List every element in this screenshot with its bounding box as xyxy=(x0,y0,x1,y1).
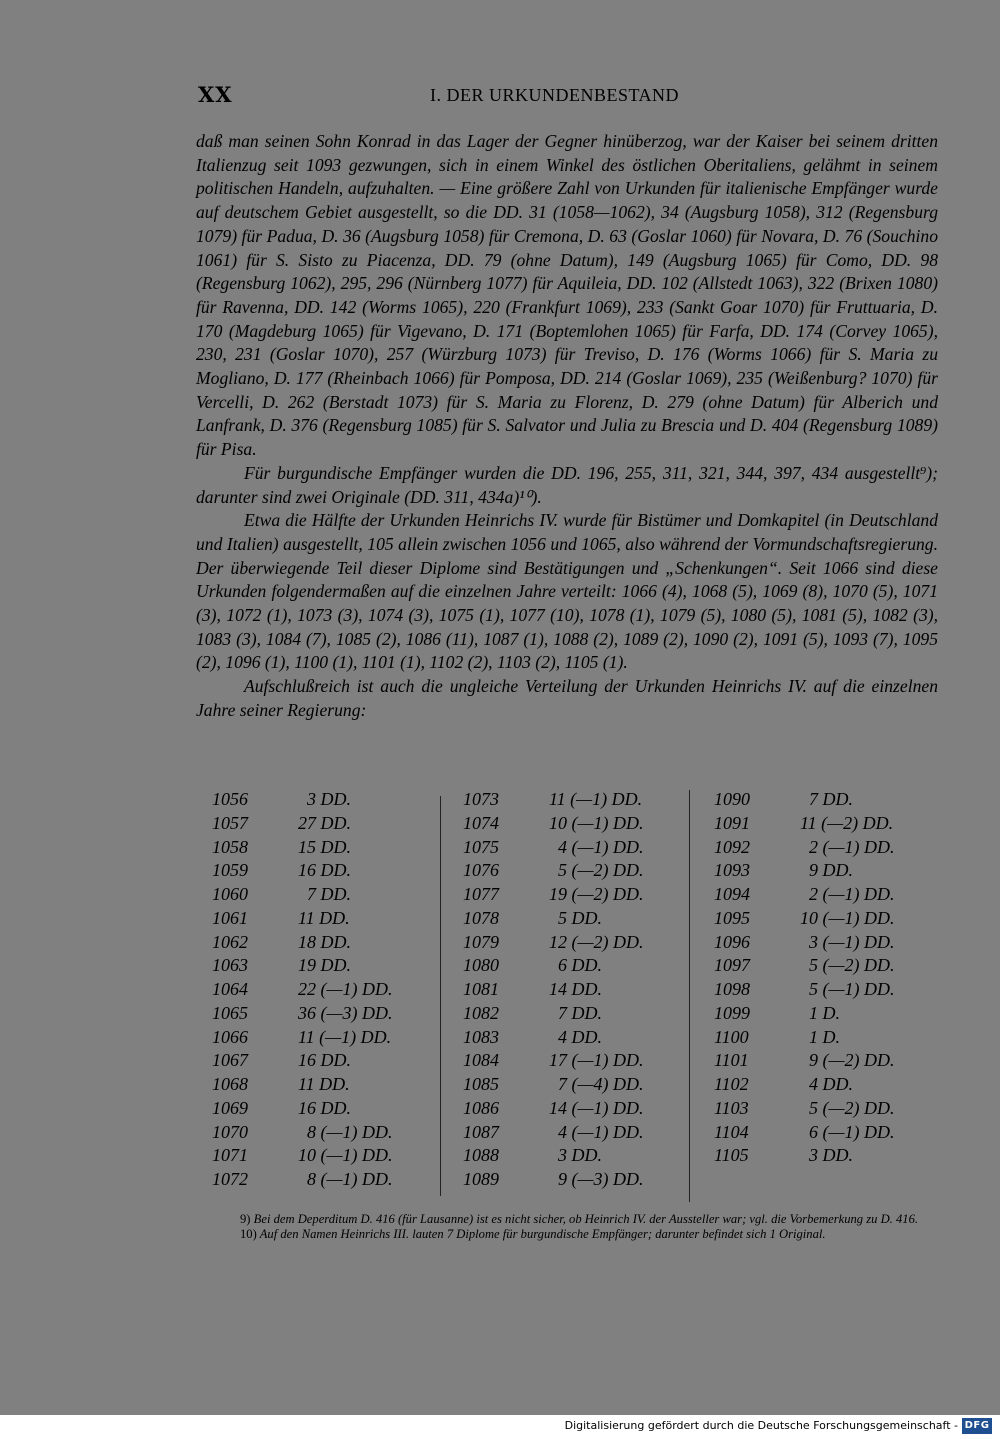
page-number: XX xyxy=(198,82,233,107)
count-cell: 1 D. xyxy=(809,1026,840,1047)
year-cell: 1080 xyxy=(463,955,499,976)
table-row xyxy=(212,1144,393,1168)
year-cell: 1074 xyxy=(463,812,499,833)
table-row xyxy=(463,1168,644,1192)
table-row xyxy=(714,1026,895,1050)
year-cell: 1057 xyxy=(212,812,248,833)
table-row xyxy=(714,883,895,907)
count-cell: 10 (—1) DD. xyxy=(800,907,895,928)
year-cell: 1085 xyxy=(463,1074,499,1094)
year-cell: 1073 xyxy=(463,789,499,809)
running-head: I. DER URKUNDENBESTAND xyxy=(430,85,680,105)
table-row xyxy=(714,978,895,1002)
year-cell: 1090 xyxy=(714,789,750,809)
column-divider xyxy=(440,796,441,1196)
table-row xyxy=(212,1168,393,1192)
count-cell: 27 DD. xyxy=(298,812,351,833)
table-row xyxy=(714,859,895,883)
year-cell: 1066 xyxy=(212,1026,248,1047)
count-cell: 7 (—4) DD. xyxy=(558,1074,644,1094)
year-cell: 1102 xyxy=(714,1074,749,1094)
table-row xyxy=(212,812,393,836)
paragraph: Für burgundische Empfänger wurden die DD. 196, 255, 311, 321, 344, 397, 434 ausgestellt⁹); darunter sind zwei Originale (DD. 311, 434a)¹⁰). xyxy=(196,462,938,507)
count-cell: 11 DD. xyxy=(298,1074,350,1094)
count-cell: 19 (—2) DD. xyxy=(549,884,644,904)
year-cell: 1099 xyxy=(714,1002,750,1023)
paragraph: Aufschlußreich ist auch die ungleiche Verteilung der Urkunden Heinrichs IV. auf die einzelnen Jahre seiner Regierung: xyxy=(196,676,938,720)
count-cell: 17 (—1) DD. xyxy=(549,1050,644,1071)
year-cell: 1092 xyxy=(714,836,750,857)
year-cell: 1100 xyxy=(714,1026,749,1047)
count-cell: 7 DD. xyxy=(558,1002,602,1023)
year-cell: 1084 xyxy=(463,1050,499,1071)
table-row xyxy=(463,788,644,812)
table-row xyxy=(212,883,393,907)
table-row xyxy=(714,788,895,812)
table-row xyxy=(212,1121,393,1145)
table-row xyxy=(463,1144,644,1168)
year-cell: 1103 xyxy=(714,1097,749,1118)
year-cell: 1091 xyxy=(714,812,750,833)
table-row xyxy=(212,836,393,860)
table-row xyxy=(463,931,644,955)
footnote-text: Auf den Namen Heinrichs III. lauten 7 Diplome für burgundische Empfänger; darunter befindet sich 1 Original. xyxy=(259,1227,826,1242)
table-row xyxy=(212,788,393,812)
count-cell: 8 (—1) DD. xyxy=(307,1121,393,1142)
count-cell: 9 DD. xyxy=(809,860,853,881)
table-row xyxy=(212,1026,393,1050)
table-row xyxy=(463,1097,644,1121)
year-cell: 1088 xyxy=(463,1145,499,1166)
count-cell: 4 DD. xyxy=(558,1026,602,1047)
count-cell: 5 DD. xyxy=(558,907,602,928)
count-cell: 11 (—1) DD. xyxy=(549,789,643,809)
year-cell: 1089 xyxy=(463,1169,499,1189)
table-row xyxy=(714,954,895,978)
count-cell: 6 DD. xyxy=(558,955,602,976)
table-row xyxy=(714,1121,895,1145)
count-cell: 19 DD. xyxy=(298,955,351,976)
table-row xyxy=(463,907,644,931)
year-cell: 1101 xyxy=(714,1050,749,1071)
year-cell: 1093 xyxy=(714,860,750,881)
table-row xyxy=(463,1121,644,1145)
year-cell: 1083 xyxy=(463,1026,499,1047)
paragraph: daß man seinen Sohn Konrad in das Lager der Gegner hinüberzog, war der Kaiser bei seinem dritten Italienzug seit 1093 gezwungen, sich in einem Winkel des östlichen Oberitaliens, gelähmt in seinem politischen Handeln, aufzuhalten. — Eine größere Zahl von Urkunden für italienische Empfänger wurde auf deutschem Gebiet ausgestellt, so die DD. 31 (1058—1062), 34 (Augsburg 1058), 312 (Regensburg 1079) für Padua, D. 36 (Augsburg 1058) für Cremona, D. 63 (Goslar 1060) für Novara, D. 76 (Souchino 1061) für S. Sisto zu Piacenza, DD. 79 (ohne Datum), 149 (Augsburg 1065) für Como, DD. 98 (Regensburg 1062), 295, 296 (Nürnberg 1077) für Aquileia, DD. 102 (Allstedt 1063), 322 (Brixen 1080) für Ravenna, DD. 142 (Worms 1065), 220 (Frankfurt 1069), 233 (Sankt Goar 1070) für Fruttuaria, D. 170 (Magdeburg 1065) für Vigevano, D. 171 (Boptemlohen 1065) für Farfa, DD. 174 (Corvey 1065), 230, 231 (Goslar 1070), 257 (Würzburg 1073) für Treviso, D. 176 (Worms 1066) für S. Maria zu Mogliano, D. 177 (Rheinbach 1066) für Pomposa, DD. 214 (Goslar 1069), 235 (Weißenburg? 1070) für Vercelli, D. 262 (Berstadt 1073) für S. Maria zu Florenz, D. 279 (ohne Datum) für Alberich und Lanfrank, D. 376 (Regensburg 1085) für S. Salvator und Julia zu Brescia und D. 404 (Regensburg 1089) für Pisa. xyxy=(196,131,938,460)
count-cell: 5 (—2) DD. xyxy=(809,955,895,976)
count-cell: 8 (—1) DD. xyxy=(307,1169,393,1189)
count-cell: 10 (—1) DD. xyxy=(549,812,644,833)
year-cell: 1064 xyxy=(212,979,248,999)
count-cell: 9 (—3) DD. xyxy=(558,1169,644,1189)
year-cell: 1065 xyxy=(212,1002,248,1023)
year-cell: 1072 xyxy=(212,1169,248,1189)
year-cell: 1070 xyxy=(212,1121,248,1142)
count-cell: 7 DD. xyxy=(307,884,351,904)
year-cell: 1096 xyxy=(714,931,750,952)
year-cell: 1082 xyxy=(463,1002,499,1023)
table-row xyxy=(463,1002,644,1026)
year-cell: 1067 xyxy=(212,1050,248,1071)
table-row xyxy=(463,836,644,860)
count-cell: 11 (—1) DD. xyxy=(298,1026,392,1047)
year-cell: 1068 xyxy=(212,1074,248,1094)
year-cell: 1105 xyxy=(714,1145,749,1166)
body-text xyxy=(196,130,938,723)
year-cell: 1058 xyxy=(212,836,248,857)
footnote xyxy=(240,1227,940,1242)
count-cell: 2 (—1) DD. xyxy=(809,836,895,857)
table-row xyxy=(714,931,895,955)
year-cell: 1061 xyxy=(212,907,248,928)
count-cell: 3 DD. xyxy=(307,789,351,809)
table-row xyxy=(714,812,895,836)
count-cell: 4 (—1) DD. xyxy=(558,1121,644,1142)
count-cell: 4 DD. xyxy=(809,1074,853,1094)
table-row xyxy=(212,978,393,1002)
table-row xyxy=(463,812,644,836)
table-column xyxy=(212,788,393,1192)
year-cell: 1104 xyxy=(714,1121,749,1142)
table-column xyxy=(714,788,895,1168)
count-cell: 11 DD. xyxy=(298,907,350,928)
table-row xyxy=(463,1026,644,1050)
count-cell: 18 DD. xyxy=(298,931,351,952)
count-cell: 6 (—1) DD. xyxy=(809,1121,895,1142)
count-cell: 10 (—1) DD. xyxy=(298,1145,393,1166)
count-cell: 5 (—2) DD. xyxy=(558,860,644,881)
count-cell: 12 (—2) DD. xyxy=(549,931,644,952)
year-cell: 1063 xyxy=(212,955,248,976)
table-row xyxy=(714,1073,895,1097)
table-row xyxy=(212,1002,393,1026)
table-row xyxy=(463,978,644,1002)
count-cell: 3 DD. xyxy=(558,1145,602,1166)
year-cell: 1077 xyxy=(463,884,499,904)
count-cell: 14 DD. xyxy=(549,979,602,999)
footnote-text: Bei dem Deperditum D. 416 (für Lausanne) ist es nicht sicher, ob Heinrich IV. der Aussteller war; vgl. die Vorbemerkung zu D. 416. xyxy=(253,1212,919,1226)
table-row xyxy=(714,836,895,860)
table-row xyxy=(212,907,393,931)
table-row xyxy=(463,1049,644,1073)
year-cell: 1076 xyxy=(463,860,499,881)
table-row xyxy=(714,907,895,931)
paragraph: Etwa die Hälfte der Urkunden Heinrichs IV. wurde für Bistümer und Domkapitel (in Deutschland und Italien) ausgestellt, 105 allein zwischen 1056 und 1065, also während der Vormundschaftsregierung. Der überwiegende Teil dieser Diplome sind Bestätigungen und „Schenkungen“. Seit 1066 sind diese Urkunden folgendermaßen auf die einzelnen Jahre verteilt: 1066 (4), 1068 (5), 1069 (8), 1070 (5), 1071 (3), 1072 (1), 1073 (3), 1074 (3), 1075 (1), 1077 (10), 1078 (1), 1079 (5), 1080 (5), 1081 (5), 1082 (3), 1083 (3), 1084 (7), 1085 (2), 1086 (11), 1087 (1), 1088 (2), 1089 (2), 1090 (2), 1091 (5), 1093 (7), 1095 (2), 1096 (1), 1100 (1), 1101 (1), 1102 (2), 1103 (2), 1105 (1). xyxy=(196,510,938,673)
count-cell: 5 (—1) DD. xyxy=(809,979,895,999)
count-cell: 16 DD. xyxy=(298,1050,351,1071)
count-cell: 14 (—1) DD. xyxy=(549,1097,644,1118)
count-cell: 7 DD. xyxy=(809,789,853,809)
table-row xyxy=(212,1049,393,1073)
count-cell: 11 (—2) DD. xyxy=(800,812,894,833)
table-row xyxy=(212,1073,393,1097)
table-row xyxy=(212,859,393,883)
table-row xyxy=(463,1073,644,1097)
count-cell: 36 (—3) DD. xyxy=(298,1002,393,1023)
footnote-number: 10) xyxy=(240,1227,257,1242)
table-row xyxy=(463,883,644,907)
count-cell: 5 (—2) DD. xyxy=(809,1097,895,1118)
footer-bar xyxy=(0,1415,1000,1439)
table-row xyxy=(714,1049,895,1073)
year-cell: 1062 xyxy=(212,931,248,952)
count-cell: 15 DD. xyxy=(298,836,351,857)
count-cell: 1 D. xyxy=(809,1002,840,1023)
year-cell: 1087 xyxy=(463,1121,499,1142)
year-cell: 1095 xyxy=(714,907,750,928)
table-row xyxy=(714,1002,895,1026)
year-cell: 1097 xyxy=(714,955,750,976)
year-cell: 1078 xyxy=(463,907,499,928)
column-divider xyxy=(689,790,690,1202)
year-cell: 1069 xyxy=(212,1097,248,1118)
table-row xyxy=(212,954,393,978)
count-cell: 9 (—2) DD. xyxy=(809,1050,895,1071)
footnote xyxy=(240,1212,940,1227)
year-cell: 1056 xyxy=(212,789,248,809)
footnotes xyxy=(240,1212,940,1242)
count-cell: 16 DD. xyxy=(298,860,351,881)
table-row xyxy=(212,931,393,955)
footnote-number: 9) xyxy=(240,1212,251,1226)
year-cell: 1071 xyxy=(212,1145,248,1166)
table-row xyxy=(212,1097,393,1121)
year-cell: 1081 xyxy=(463,979,499,999)
count-cell: 2 (—1) DD. xyxy=(809,884,895,904)
count-cell: 22 (—1) DD. xyxy=(298,979,393,999)
year-cell: 1059 xyxy=(212,860,248,881)
table-column xyxy=(463,788,644,1192)
funding-credit: Digitalisierung gefördert durch die Deutsche Forschungsgemeinschaft - xyxy=(564,1419,958,1432)
table-row xyxy=(463,859,644,883)
year-cell: 1098 xyxy=(714,979,750,999)
table-row xyxy=(714,1097,895,1121)
year-cell: 1079 xyxy=(463,931,499,952)
year-cell: 1060 xyxy=(212,884,248,904)
count-cell: 4 (—1) DD. xyxy=(558,836,644,857)
dfg-logo-icon: DFG xyxy=(962,1418,992,1434)
year-cell: 1086 xyxy=(463,1097,499,1118)
count-cell: 3 (—1) DD. xyxy=(809,931,895,952)
table-row xyxy=(714,1144,895,1168)
year-cell: 1075 xyxy=(463,836,499,857)
count-cell: 16 DD. xyxy=(298,1097,351,1118)
table-row xyxy=(463,954,644,978)
count-cell: 3 DD. xyxy=(809,1145,853,1166)
year-cell: 1094 xyxy=(714,884,750,904)
